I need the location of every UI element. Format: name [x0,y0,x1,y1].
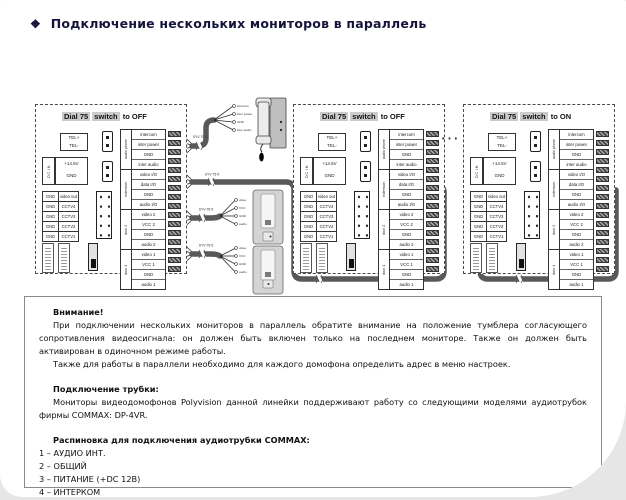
terminal-row-label: inter power [560,140,593,150]
monitor-board [463,104,615,287]
screw-terminal-pad [596,140,609,146]
screw-terminal-pad [596,248,609,254]
cctv-cell: GND [471,192,487,202]
cctv-row [43,222,79,232]
pin-connector [102,131,113,152]
svg-text:VCC: VCC [239,206,246,211]
screw-terminal-pad [168,221,181,227]
cctv-cell: GND [471,222,487,232]
cctv-cell: GND [301,232,317,242]
power-gnd-label: GND [66,173,77,178]
dc-in-box [300,157,313,185]
terminal-row-label: video 2 [390,210,423,220]
screw-terminal-pad [426,149,439,155]
diamond-bullet-icon: ❖ [30,16,41,31]
svg-text:GND: GND [239,214,246,219]
audio-handset [256,98,286,162]
terminal-row-label: data I/O [560,180,593,190]
pinout-line: 2 – ОБЩИЙ [39,461,87,471]
terminal-group-label: audio phone [121,130,132,169]
power-terminal-label [483,157,516,185]
cctv-cell: CCTV1 [487,232,507,242]
cctv-row [471,192,507,202]
terminal-row-label: GND [132,190,165,200]
terminal-group-label: door 2 [121,210,132,249]
dial75-switch-label [62,112,148,121]
dial75-chip: Dial 75 [64,112,89,121]
screw-terminal-pad [168,230,181,236]
power-voltage-label: +14.5V [322,161,337,166]
board-pcb [35,104,187,287]
terminal-group-label: door 1 [549,250,560,289]
power-gnd-label: GND [324,173,335,178]
svg-text:audio: audio [239,270,247,275]
screw-terminal-pad [168,131,181,137]
cctv-cell: CCTV3 [487,212,507,222]
terminal-row-label: video 2 [560,210,593,220]
terminal-row-label: data I/O [132,180,165,190]
dial75-chip: Dial 75 [492,112,517,121]
terminal-row-label: video I/O [390,170,423,180]
dc-in-label: DC IN [474,164,479,178]
screw-terminal-pad [168,167,181,173]
terminal-row-label: GND [560,190,593,200]
screw-terminal-pad [426,221,439,227]
terminal-row-label: GND [132,230,165,240]
cctv-terminal-table [300,191,337,242]
terminal-row-label: GND [390,270,423,280]
svg-text:audio: audio [239,222,247,227]
handset-fanout [214,104,252,132]
cctv-cell: GND [301,212,317,222]
pin-header-block [96,191,112,239]
cctv-cell: GND [43,202,59,212]
terminal-row-label: intercom [132,130,165,140]
terminal-group-label: extension [379,170,390,209]
cctv-cell: CCTV2 [59,222,79,232]
cctv-cell: GND [301,202,317,212]
power-voltage-label: +14.5V [492,161,507,166]
door2-cable [192,216,220,218]
tel-terminal-label [488,133,516,151]
rotated-label-box [316,243,328,273]
switch-state-label: to OFF [380,112,405,121]
dc-in-label: DC IN [46,164,51,178]
power-voltage-label: +14.5V [64,161,79,166]
dial75-chip: Dial 75 [322,112,347,121]
svg-text:intercom: intercom [237,104,249,109]
svg-text:video: video [239,246,247,251]
screw-terminal-pad [596,257,609,263]
cctv-cell: video out [59,192,79,202]
terminal-group-label: door 2 [379,210,390,249]
svg-text:inter power: inter power [237,112,253,117]
switch-knob [91,259,96,268]
dial75-slide-switch [516,243,526,271]
terminal-row-label: audio 1 [399,282,414,287]
dc-in-box [470,157,483,185]
screw-terminal-pad [426,248,439,254]
screw-terminal-pad [426,176,439,182]
terminal-row-label: audio 1 [569,282,584,287]
cctv-cell: CCTV2 [317,222,337,232]
handset-cord [261,144,263,152]
screw-terminal-pad [426,185,439,191]
rotated-label-box [300,243,312,273]
cctv-row [43,232,79,242]
terminal-row-label: audio I/O [567,202,586,207]
screw-terminal-pad [168,158,181,164]
tel-minus-label: TEL- [69,143,79,148]
terminal-row-label: GND [560,150,593,160]
cctv-cell: CCTV2 [487,222,507,232]
screw-terminal-pad [596,221,609,227]
terminal-row-label: VCC 2 [390,220,423,230]
switch-knob [349,259,354,268]
terminal-group-label: audio phone [549,130,560,169]
door-station-2 [253,190,283,244]
warning-paragraph: При подключении нескольких мониторов в параллель обратите внимание на положение тумблера согласующего сопротивления видеосигнала: он должен быть включен только на последнем мониторе. Также он должен быть активирован в одиночном режиме работы. [39,320,587,356]
screw-terminal-pad [168,248,181,254]
terminal-group [549,210,593,250]
terminal-row-label: GND [390,190,423,200]
dc-in-label: DC IN [304,164,309,178]
cctv-cell: CCTV3 [317,212,337,222]
svg-text:SYV-75-5: SYV-75-5 [198,243,214,248]
screw-terminal-pad [596,266,609,272]
terminal-row-label: data I/O [390,180,423,190]
tel-minus-label: TEL- [327,143,337,148]
cctv-row [43,212,79,222]
screw-terminal-pad [426,203,439,209]
screw-terminal-pad [596,212,609,218]
switch-chip: switch [94,112,118,121]
cctv-row [301,192,337,202]
terminal-row-label: inter audio [138,162,159,167]
cctv-cell: GND [301,222,317,232]
pinout-line: 4 – ИНТЕРКОМ [39,487,101,497]
svg-text:GND: GND [239,262,246,267]
terminal-row-label: video 1 [390,250,423,260]
cctv-cell: CCTV3 [59,212,79,222]
terminal-row-label: VCC 2 [132,220,165,230]
terminal-group-label: door 1 [121,250,132,289]
screw-terminal-pad [426,230,439,236]
tel-plus-label: TEL+ [68,135,80,140]
switch-state-label: to ON [550,112,572,121]
power-gnd-label: GND [494,173,505,178]
screw-terminal-pad [596,131,609,137]
cctv-row [43,192,79,202]
terminal-row-label: inter power [390,140,423,150]
screw-terminal-pad [426,194,439,200]
terminal-row-label: GND [390,150,423,160]
cctv-cell: GND [471,212,487,222]
dc-in-box [42,157,55,185]
terminal-group [549,130,593,170]
handset-section-title: Подключение трубки: [53,384,159,394]
cctv-cell: GND [471,232,487,242]
handset-paragraph: Мониторы видеодомофонов Polyvision данной линейки поддерживают работу со следующими моделями аудиотрубок фирмы COMMAX: DP-4VR. [39,397,587,420]
terminal-group-label: door 1 [379,250,390,289]
terminal-row-label: VCC 1 [390,260,423,270]
pin-connector [360,161,371,182]
svg-text:SYV-75-5: SYV-75-5 [198,207,214,212]
pin-header-block [354,191,370,239]
terminal-group [379,210,423,250]
cctv-row [471,222,507,232]
tel-plus-label: TEL+ [326,135,338,140]
door2-fanout [220,198,247,226]
terminal-row-label: inter audio [566,162,587,167]
section-heading [30,16,427,31]
dial75-slide-switch [88,243,98,271]
cctv-cell: CCTV4 [317,202,337,212]
terminal-strip [120,129,166,290]
screw-terminal-pad [426,257,439,263]
tel-minus-label: TEL- [497,143,507,148]
terminal-group [379,130,423,170]
handset-cable [192,120,214,146]
screw-terminal-pad [596,203,609,209]
terminal-row-label: GND [132,270,165,280]
screw-terminal-pad [168,176,181,182]
switch-state-label: to OFF [122,112,147,121]
screw-terminal-pad [168,266,181,272]
screw-terminal-pad [168,212,181,218]
terminal-group [549,250,593,289]
screw-terminal-pad [596,176,609,182]
screw-terminal-pad [426,158,439,164]
terminal-row-label: video I/O [560,170,593,180]
pin-header-block [524,191,540,239]
terminal-row-label: video 1 [560,250,593,260]
svg-text:video: video [239,198,247,203]
screw-terminal-pad [168,149,181,155]
cctv-cell: GND [301,192,317,202]
terminal-row-label: intercom [560,130,593,140]
cctv-cell: CCTV1 [59,232,79,242]
terminal-row-label: audio 1 [141,282,156,287]
pin-connector [102,161,113,182]
door-station-1 [253,246,283,294]
board-pcb [463,104,615,287]
screw-terminal-pad [426,212,439,218]
terminal-group [121,210,165,250]
notice-box [24,296,602,497]
screw-terminal-pad [596,185,609,191]
svg-text:VCC: VCC [239,254,246,259]
tel-terminal-label [318,133,346,151]
cctv-cell: CCTV4 [487,202,507,212]
svg-text:SYV-75-5: SYV-75-5 [192,135,208,139]
cctv-cell: video out [487,192,507,202]
pin-connector [360,131,371,152]
terminal-row-label: GND [390,230,423,240]
terminal-row-label: VCC 2 [560,220,593,230]
cctv-cell: CCTV1 [317,232,337,242]
terminal-row-label: GND [132,150,165,160]
cctv-row [471,202,507,212]
terminal-row-label: GND [560,230,593,240]
cctv-cell: CCTV4 [59,202,79,212]
pin-connector [530,131,541,152]
terminal-group [121,250,165,289]
cctv-cell: GND [43,212,59,222]
switch-knob [519,259,524,268]
cctv-cell: video out [317,192,337,202]
pinout-line: 1 – АУДИО ИНТ. [39,448,106,458]
screw-terminal-pad [168,194,181,200]
cctv-cell: GND [43,192,59,202]
svg-text:inter audio: inter audio [237,128,252,133]
terminal-row-label: audio I/O [139,202,158,207]
monitor-board [35,104,187,287]
screw-terminal-pad [596,167,609,173]
terminal-group-label: extension [549,170,560,209]
warning-title: Внимание! [53,307,104,317]
wiring-diagram [0,40,626,290]
screw-terminal-pad [426,239,439,245]
power-terminal-label [313,157,346,185]
terminal-group-label: extension [121,170,132,209]
switch-chip: switch [352,112,376,121]
handset-plug [259,153,264,162]
cctv-cell: GND [43,232,59,242]
terminal-strip [548,129,594,290]
screw-terminal-pad [596,239,609,245]
cctv-cell: GND [43,222,59,232]
dial75-switch-label [320,112,406,121]
cctv-row [471,212,507,222]
door1-fanout [220,246,247,274]
page-title: Подключение нескольких мониторов в параллель [50,16,427,31]
monitor-board [293,104,445,287]
terminal-row-label: VCC 1 [560,260,593,270]
screw-terminal-pad [168,257,181,263]
pin-connector [530,161,541,182]
screw-terminal-pad [596,194,609,200]
rotated-label-box [42,243,54,273]
rotated-label-box [58,243,70,273]
screw-terminal-pad [596,230,609,236]
terminal-group [379,250,423,289]
terminal-row-label: VCC 1 [132,260,165,270]
switch-chip: switch [522,112,546,121]
more-monitors-ellipsis: • • • [441,136,459,143]
screw-terminal-pad [426,167,439,173]
door1-cable [192,254,220,256]
power-terminal-label [55,157,88,185]
cctv-row [301,222,337,232]
terminal-group [549,170,593,210]
cctv-row [301,232,337,242]
screw-terminal-pad [596,149,609,155]
cctv-row [43,202,79,212]
pinout-section-title: Распиновка для подключения аудиотрубки COMMAX: [53,435,310,445]
terminal-row-label: audio 2 [141,242,156,247]
terminal-strip [378,129,424,290]
screw-terminal-pad [168,203,181,209]
terminal-row-label: GND [560,270,593,280]
rotated-label-box [486,243,498,273]
dial75-slide-switch [346,243,356,271]
screw-terminal-pad [426,266,439,272]
svg-text:GND: GND [237,120,244,125]
dial75-switch-label [490,112,572,121]
tel-plus-label: TEL+ [496,135,508,140]
terminal-group [121,130,165,170]
terminal-row-label: audio I/O [397,202,416,207]
screw-terminal-pad [168,185,181,191]
terminal-row-label: inter audio [396,162,417,167]
terminal-group [379,170,423,210]
cctv-terminal-table [470,191,507,242]
cctv-row [301,212,337,222]
screw-terminal-pad [168,239,181,245]
pinout-line: 3 – ПИТАНИЕ (+DC 12В) [39,474,141,484]
terminal-row-label: inter power [132,140,165,150]
terminal-group [121,170,165,210]
svg-text:SYV-75-5: SYV-75-5 [204,172,220,177]
terminal-group-label: door 2 [549,210,560,249]
cctv-row [301,202,337,212]
screw-terminal-pad [596,158,609,164]
screw-terminal-pad [168,140,181,146]
address-paragraph: Также для работы в параллели необходимо для каждого домофона определить адрес в меню настроек. [53,359,511,369]
terminal-row-label: audio 2 [399,242,414,247]
terminal-row-label: video 1 [132,250,165,260]
cctv-row [471,232,507,242]
cctv-terminal-table [42,191,79,242]
terminal-row-label: intercom [390,130,423,140]
terminal-row-label: video 2 [132,210,165,220]
terminal-row-label: video I/O [132,170,165,180]
tel-terminal-label [60,133,88,151]
rotated-label-box [470,243,482,273]
cctv-cell: GND [471,202,487,212]
board-pcb [293,104,445,287]
terminal-group-label: audio phone [379,130,390,169]
terminal-row-label: audio 2 [569,242,584,247]
